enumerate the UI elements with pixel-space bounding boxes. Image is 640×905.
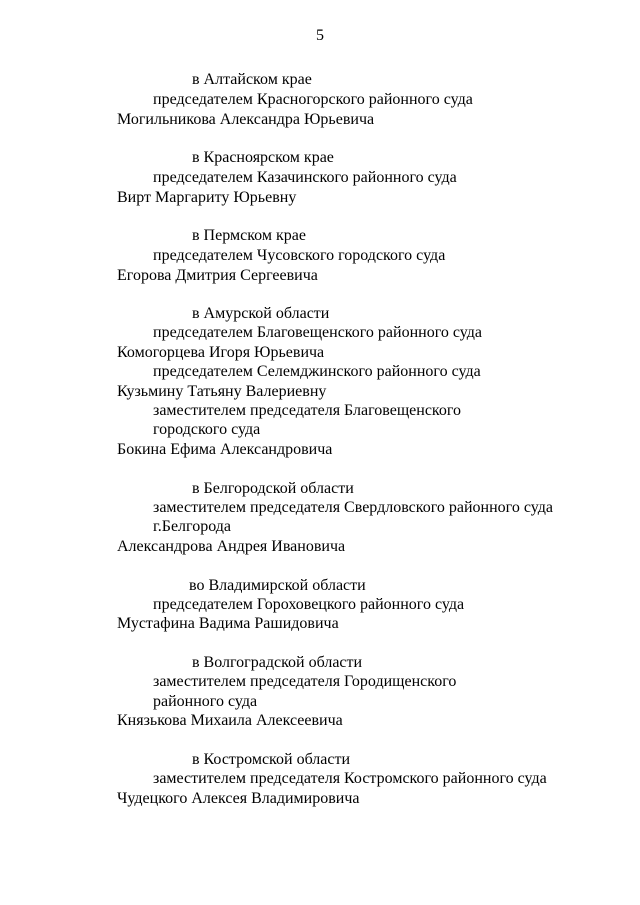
position-title: председателем Чусовского городского суда xyxy=(153,247,446,264)
position-title: председателем Селемджинского районного суда xyxy=(153,363,481,380)
region-heading: в Волгоградской области xyxy=(192,654,363,671)
position-title: заместителем председателя Костромского районного суда xyxy=(153,770,547,787)
page-number: 5 xyxy=(316,27,324,44)
person-name: Чудецкого Алексея Владимировича xyxy=(117,790,360,807)
position-title: председателем Казачинского районного суда xyxy=(153,169,457,186)
person-name: Вирт Маргариту Юрьевну xyxy=(117,189,297,206)
position-title-continued: г.Белгорода xyxy=(153,518,231,535)
person-name: Могильникова Александра Юрьевича xyxy=(117,111,375,128)
person-name: Александрова Андрея Ивановича xyxy=(117,538,346,555)
region-heading: в Амурской области xyxy=(192,305,330,322)
person-name: Кузьмину Татьяну Валериевну xyxy=(117,383,327,400)
position-title: заместителем председателя Благовещенского xyxy=(153,402,462,419)
person-name: Егорова Дмитрия Сергеевича xyxy=(117,267,318,284)
person-name: Комогорцева Игоря Юрьевича xyxy=(117,344,325,361)
position-title: председателем Благовещенского районного суда xyxy=(153,324,482,341)
position-title: председателем Гороховецкого районного суда xyxy=(153,596,465,613)
position-title: председателем Красногорского районного суда xyxy=(153,91,473,108)
position-title-continued: городского суда xyxy=(153,421,261,438)
region-heading: в Пермском крае xyxy=(192,227,306,244)
region-heading: во Владимирской области xyxy=(189,577,366,594)
position-title: заместителем председателя Свердловского районного суда xyxy=(153,499,553,516)
region-heading: в Алтайском крае xyxy=(192,71,312,88)
region-heading: в Белгородской области xyxy=(192,480,354,497)
region-heading: в Красноярском крае xyxy=(192,149,334,166)
region-heading: в Костромской области xyxy=(192,751,351,768)
position-title: заместителем председателя Городищенского xyxy=(153,673,457,690)
person-name: Князькова Михаила Алексеевича xyxy=(117,712,343,729)
person-name: Мустафина Вадима Рашидовича xyxy=(117,615,339,632)
person-name: Бокина Ефима Александровича xyxy=(117,441,333,458)
position-title-continued: районного суда xyxy=(153,693,258,710)
